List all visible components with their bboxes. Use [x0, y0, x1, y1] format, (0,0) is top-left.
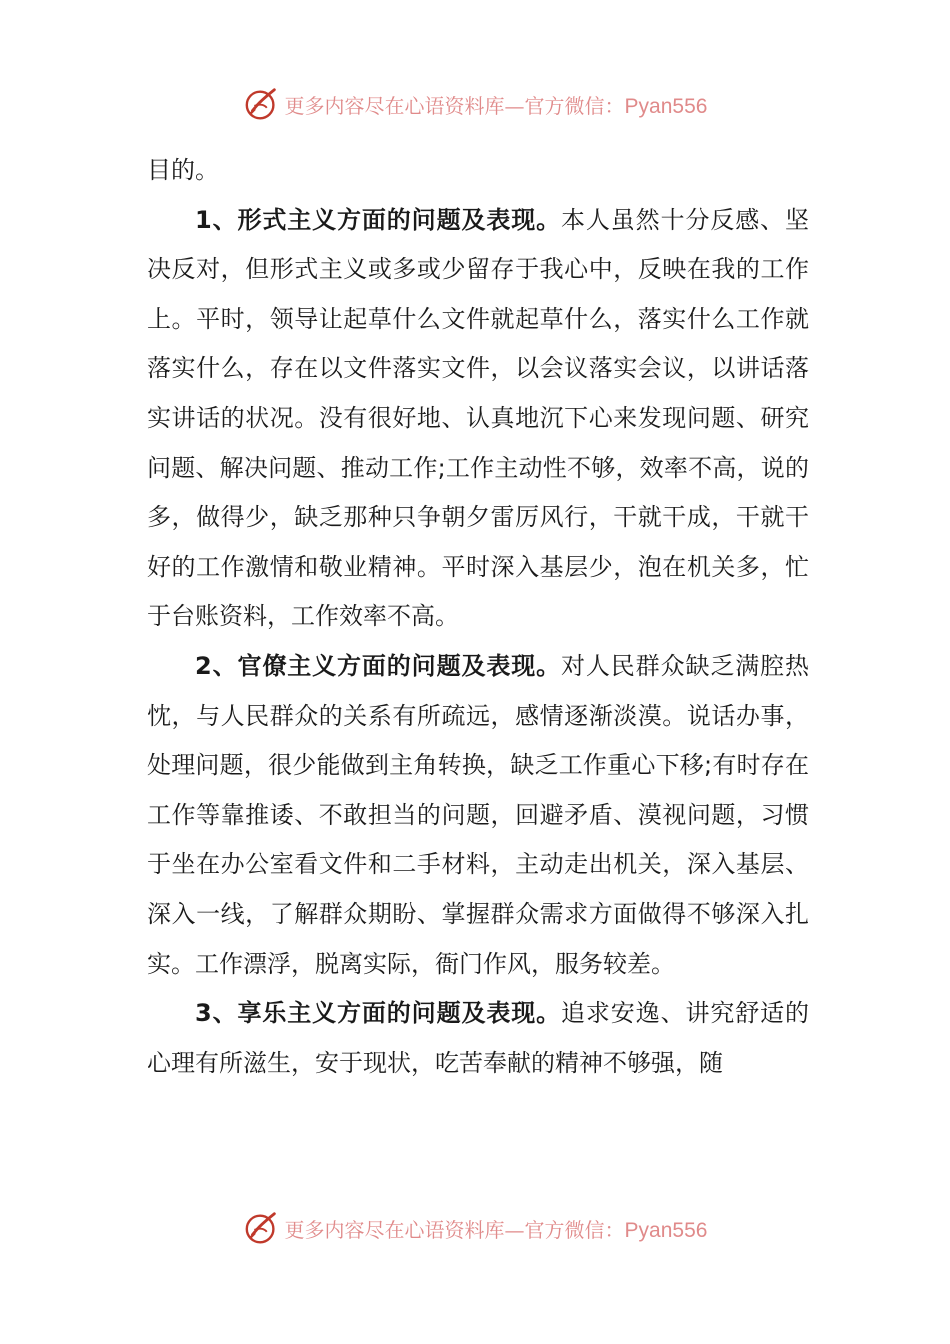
paragraph-3 — [147, 989, 809, 1088]
paragraph-heading: 3、享乐主义方面的问题及表现。 — [195, 999, 562, 1028]
paragraph-body: 对人民群众缺乏满腔热忱，与人民群众的关系有所疏远，感情逐渐淡漠。说话办事，处理问题，很少能做到主角转换，缺乏工作重心下移;有时存在工作等靠推诿、不敢担当的问题，回避矛盾、漠视问题，习惯于坐在办公室看文件和二手材料，主动走出机关，深入基层、深入一线，了解群众期盼、掌握群众需求方面做得不够深入扎实。工作漂浮，脱离实际，衙门作风，服务较差。 — [147, 651, 810, 978]
pen-logo-icon — [243, 85, 281, 123]
pen-logo-icon — [243, 1209, 281, 1247]
paragraph-heading: 2、官僚主义方面的问题及表现。 — [195, 651, 562, 680]
paragraph-2 — [147, 642, 809, 989]
header-watermark — [0, 82, 950, 126]
document-body — [147, 146, 809, 1088]
paragraph-0 — [147, 146, 809, 196]
watermark-text: 更多内容尽在心语资料库—官方微信：Pyan556 — [284, 93, 708, 118]
wechat-id: Pyan556 — [624, 94, 708, 118]
footer-watermark — [0, 1206, 950, 1250]
paragraph-body: 追求安逸、讲究舒适的心理有所滋生，安于现状，吃苦奉献的精神不够强，随 — [147, 999, 810, 1077]
paragraph-1 — [147, 196, 809, 642]
paragraph-body: 本人虽然十分反感、坚决反对，但形式主义或多或少留存于我心中，反映在我的工作上。平时，领导让起草什么文件就起草什么，落实什么工作就落实什么，存在以文件落实文件，以会议落实会议，以讲话落实讲话的状况。没有很好地、认真地沉下心来发现问题、研究问题、解决问题、推动工作;工作主动性不够，效率不高，说的多，做得少，缺乏那种只争朝夕雷厉风行，干就干成，干就干好的工作激情和敬业精神。平时深入基层少，泡在机关多，忙于台账资料，工作效率不高。 — [147, 205, 810, 631]
wechat-id: Pyan556 — [624, 1218, 708, 1242]
watermark-text: 更多内容尽在心语资料库—官方微信：Pyan556 — [284, 1217, 708, 1242]
paragraph-body: 目的。 — [147, 156, 219, 184]
paragraph-heading: 1、形式主义方面的问题及表现。 — [195, 205, 562, 234]
